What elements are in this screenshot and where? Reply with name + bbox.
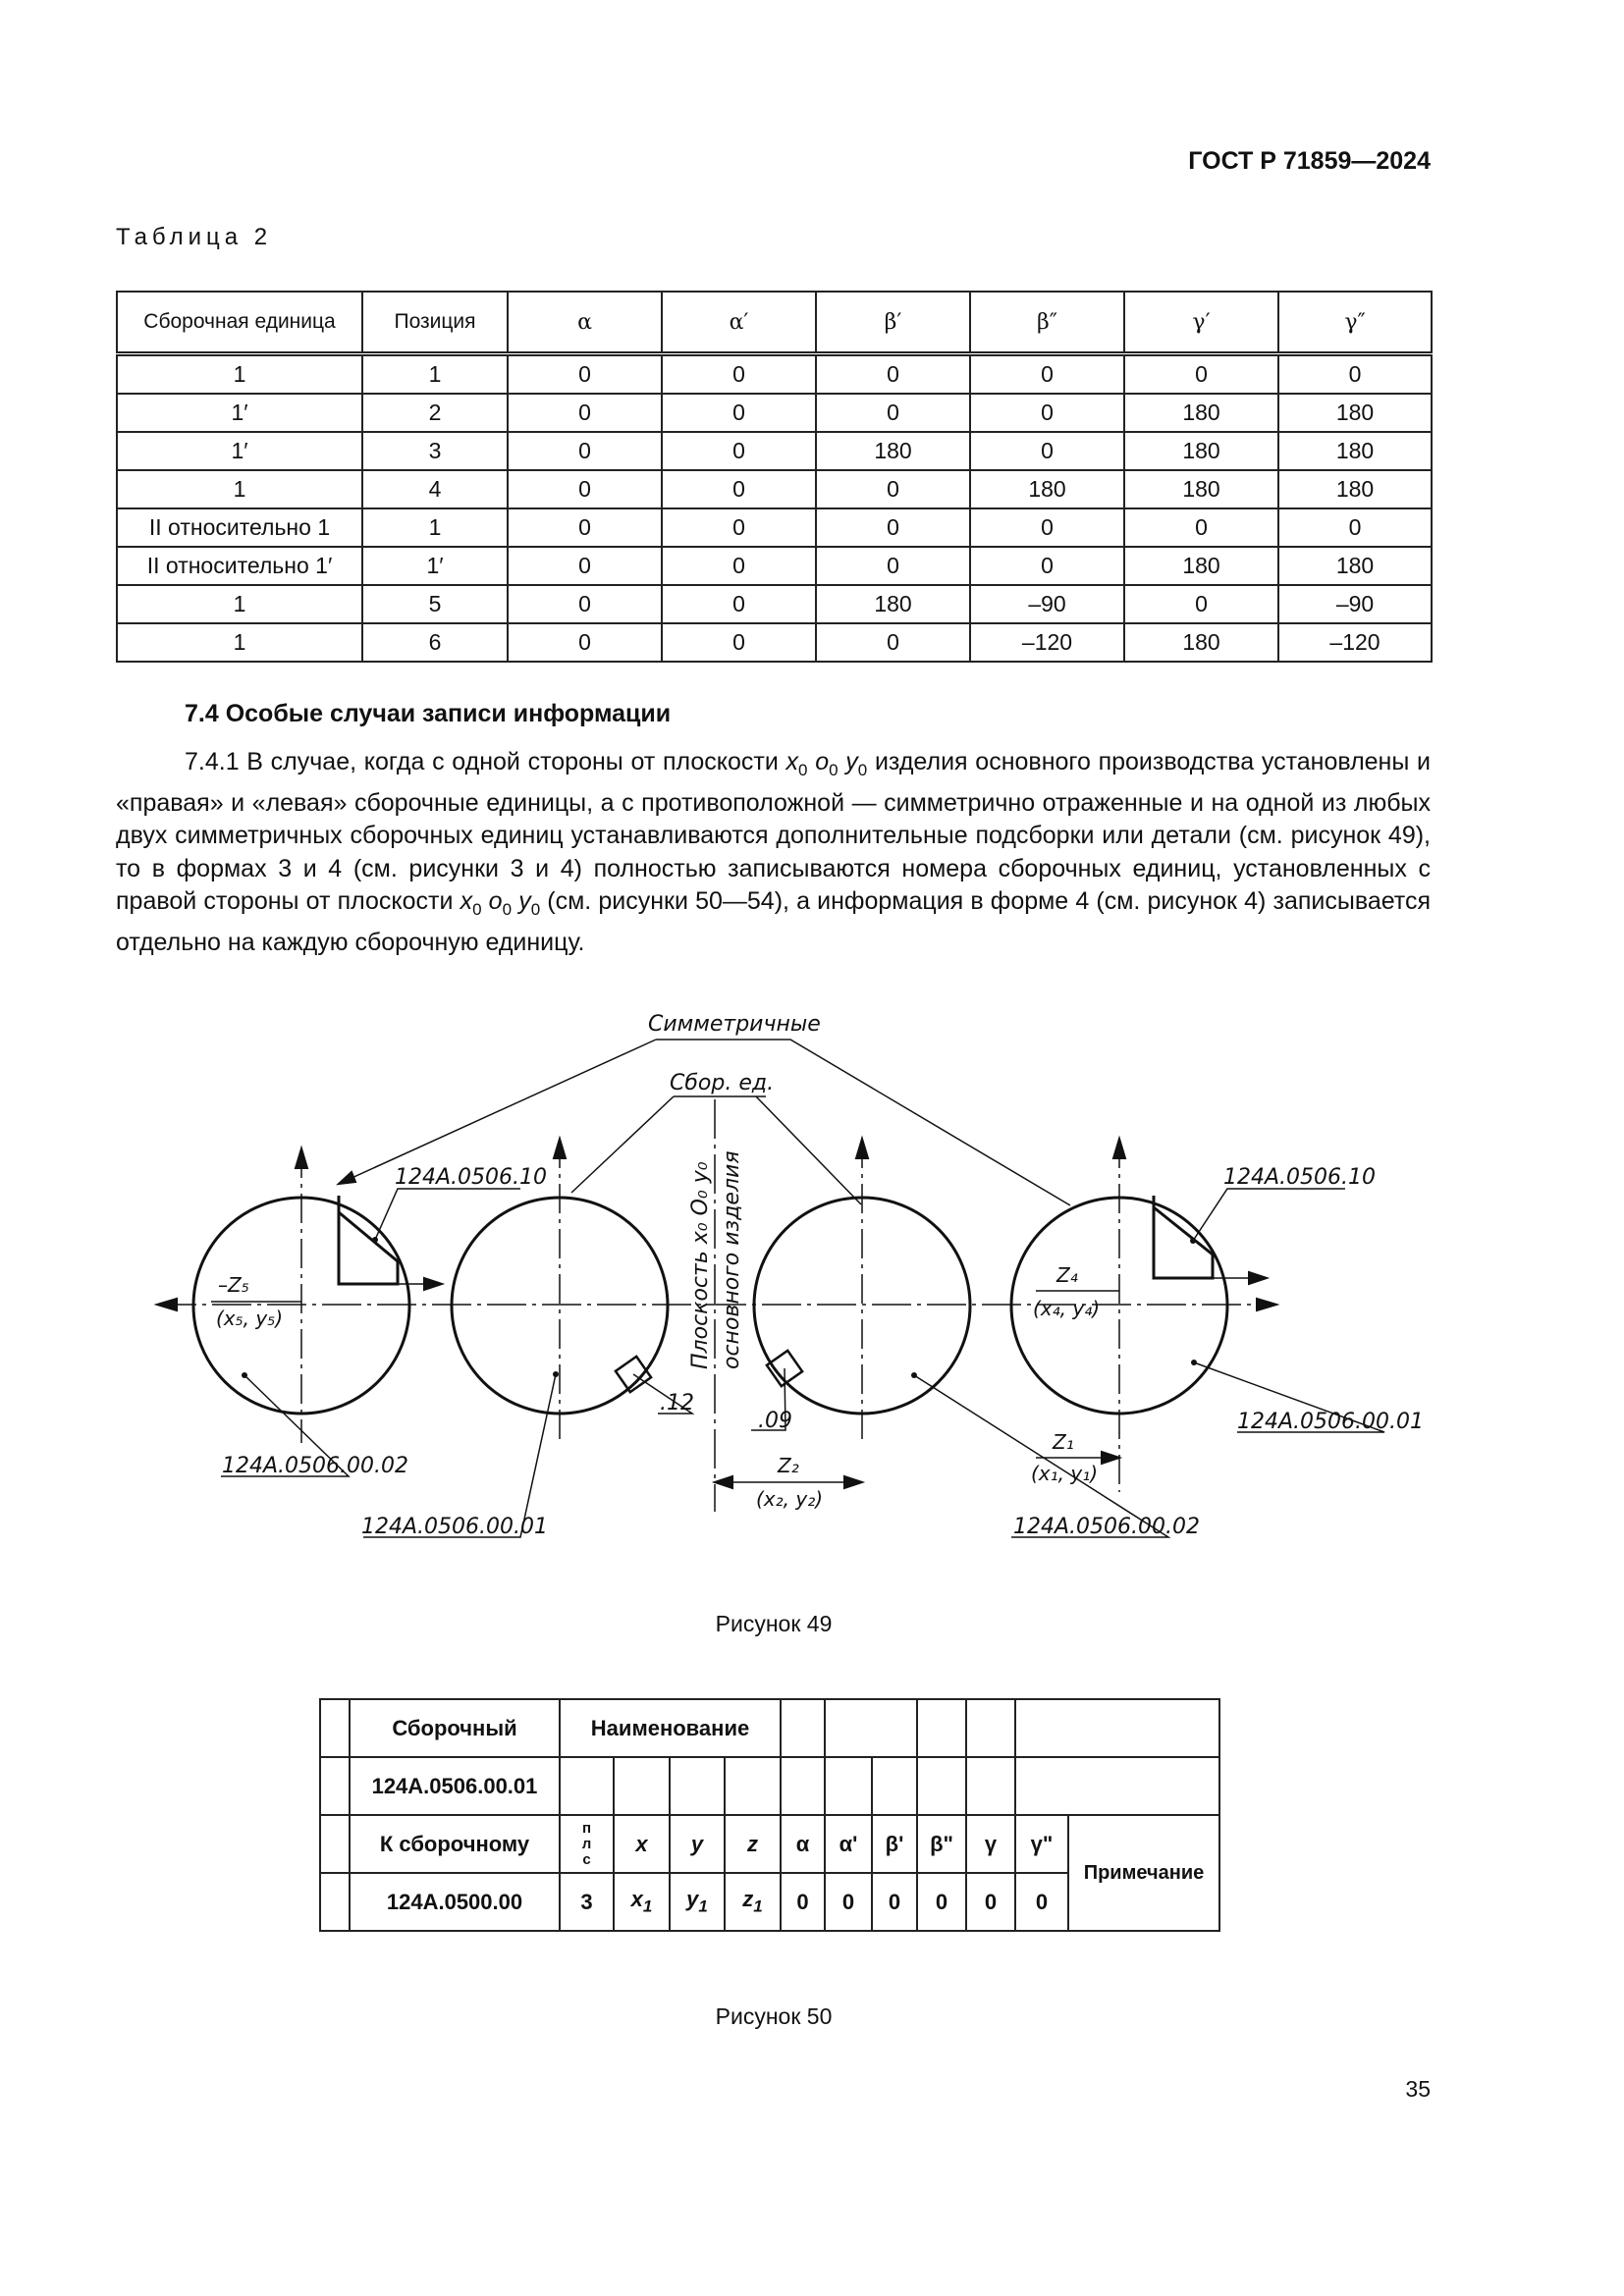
figure-50-form: Сборочный Наименование 124А.0506.00.01 К сборочному п л с x y z α α' β' β" γ γ" Примечание 124А.0500.00 3 $x_1$ $y_1$ $z_1$ 0 0 0 0 0 0 xyxy=(319,1698,1220,1932)
table-header-cell: γ″ xyxy=(1278,292,1432,354)
table-cell: 1 xyxy=(117,470,362,508)
table-cell: 0 xyxy=(662,470,816,508)
table-2 xyxy=(116,291,1433,663)
table-row xyxy=(117,470,1432,508)
table-cell: 180 xyxy=(970,470,1124,508)
table-header-cell: α xyxy=(508,292,662,354)
table-cell: 0 xyxy=(662,394,816,432)
table-cell: 0 xyxy=(1124,508,1278,547)
label-124-10-left: 124А.0506.10 xyxy=(395,1165,548,1190)
label-z4: Z₄ xyxy=(1056,1263,1078,1287)
table-cell: 1 xyxy=(117,585,362,623)
table-cell: 0 xyxy=(816,547,970,585)
table-cell: 0 xyxy=(970,508,1124,547)
table-cell: 180 xyxy=(1278,470,1432,508)
cell-note: Примечание xyxy=(1068,1815,1219,1931)
section-heading: 7.4 Особые случаи записи информации xyxy=(185,700,672,727)
table-cell: 1′ xyxy=(362,547,508,585)
table-caption: Таблица 2 xyxy=(116,224,273,250)
table-cell: 1 xyxy=(117,623,362,662)
figure-50-caption: Рисунок 50 xyxy=(715,2003,833,2029)
label-z2: Z₂ xyxy=(778,1454,799,1477)
table-cell: –120 xyxy=(970,623,1124,662)
table-cell: 180 xyxy=(1278,394,1432,432)
figure-49-drawing xyxy=(137,991,1424,1551)
label-plane-2: основного изделия xyxy=(720,1150,744,1369)
table-cell: 0 xyxy=(662,508,816,547)
table-cell: 0 xyxy=(662,623,816,662)
cell-pls: п л с xyxy=(560,1815,614,1873)
label-0002-left: 124А.0506.00.02 xyxy=(222,1454,408,1478)
label-x5y5: (x₅, y₅) xyxy=(216,1307,284,1330)
label-0001-right: 124А.0506.00.01 xyxy=(1237,1410,1424,1434)
table-cell: 1′ xyxy=(117,432,362,470)
table-cell: 0 xyxy=(816,354,970,395)
arrow-up-icon xyxy=(296,1148,307,1168)
table-header-cell: β′ xyxy=(816,292,970,354)
table-cell: 0 xyxy=(1278,508,1432,547)
table-cell: 180 xyxy=(1124,394,1278,432)
label-z5: –Z₅ xyxy=(218,1273,249,1297)
table-header-cell: Позиция xyxy=(362,292,508,354)
table-cell: 0 xyxy=(1278,354,1432,395)
arrow-up-icon xyxy=(554,1139,566,1158)
table-cell: –90 xyxy=(1278,585,1432,623)
table-cell: 180 xyxy=(1124,432,1278,470)
section-paragraph: 7.4.1 В случае, когда с одной стороны от плоскости $x_0$ $o_0$ $y_0$ изделия основного производства установлены и «правая» и «левая» сборочные единицы, а с противоположной — симметрично отраженные и на одной из любых двух симметричных сборочных единиц устанавливаются дополнительные подсборки или детали (см. рисунок 49), то в формах 3 и 4 (см. рисунки 3 и 4) полностью записываются номера сборочных единиц, установленных с правой стороны от плоскости $x_0$ $o_0$ $y_0$ (см. рисунки 50—54), а информация в форме 4 (см. рисунок 4) записывается отдельно на каждую сборочную единицу. xyxy=(116,748,1432,956)
table-cell: 1 xyxy=(117,354,362,395)
table-cell: II относительно 1′ xyxy=(117,547,362,585)
table-cell: 0 xyxy=(508,547,662,585)
table-cell: 5 xyxy=(362,585,508,623)
table-header-cell: Сборочная единица xyxy=(117,292,362,354)
table-cell: 2 xyxy=(362,394,508,432)
table-header-cell: α′ xyxy=(662,292,816,354)
table-cell: 180 xyxy=(1124,547,1278,585)
table-cell: 3 xyxy=(362,432,508,470)
table-cell: 0 xyxy=(662,432,816,470)
table-cell: 0 xyxy=(816,508,970,547)
table-cell: 0 xyxy=(816,623,970,662)
table-cell: 1′ xyxy=(117,394,362,432)
table-cell: 4 xyxy=(362,470,508,508)
table-header-cell: γ′ xyxy=(1124,292,1278,354)
table-cell: 180 xyxy=(1278,547,1432,585)
table-cell: 0 xyxy=(816,394,970,432)
table-cell: –120 xyxy=(1278,623,1432,662)
table-cell: 0 xyxy=(508,623,662,662)
table-row xyxy=(117,508,1432,547)
table-cell: 0 xyxy=(508,394,662,432)
table-cell: 180 xyxy=(1124,470,1278,508)
table-cell: 0 xyxy=(508,508,662,547)
table-cell: 180 xyxy=(1278,432,1432,470)
label-x2y2: (x₂, y₂) xyxy=(756,1487,824,1511)
table-cell: 0 xyxy=(1124,585,1278,623)
table-cell: 180 xyxy=(1124,623,1278,662)
table-row xyxy=(117,432,1432,470)
table-cell: 0 xyxy=(508,432,662,470)
arrow-up-icon xyxy=(1113,1139,1125,1158)
label-x4y4: (x₄, y₄) xyxy=(1033,1297,1101,1320)
table-cell: 6 xyxy=(362,623,508,662)
table-cell: 0 xyxy=(970,547,1124,585)
label-symmetric: Симметричные xyxy=(648,1012,821,1037)
table-cell: –90 xyxy=(970,585,1124,623)
table-cell: 180 xyxy=(816,432,970,470)
table-cell: 0 xyxy=(508,354,662,395)
table-cell: 0 xyxy=(662,547,816,585)
cell-assembly: Сборочный xyxy=(350,1699,560,1757)
table-cell: 0 xyxy=(816,470,970,508)
table-cell: 0 xyxy=(508,470,662,508)
table-row xyxy=(117,354,1432,395)
table-cell: 0 xyxy=(970,394,1124,432)
table-cell: 0 xyxy=(1124,354,1278,395)
table-row xyxy=(117,394,1432,432)
label-0002-right: 124А.0506.00.02 xyxy=(1013,1515,1200,1539)
label-plane-1: Плоскость x₀ O₀ y₀ xyxy=(688,1161,713,1369)
table-header-cell: β″ xyxy=(970,292,1124,354)
arrow-up-icon xyxy=(856,1139,868,1158)
label-124-10-right: 124А.0506.10 xyxy=(1223,1165,1377,1190)
label-assy: Сбор. ед. xyxy=(670,1071,775,1095)
cell-name: Наименование xyxy=(560,1699,781,1757)
cell-to-assembly-number: 124А.0500.00 xyxy=(350,1873,560,1931)
table-cell: 0 xyxy=(970,354,1124,395)
table-cell: 1 xyxy=(362,354,508,395)
document-id: ГОСТ Р 71859—2024 xyxy=(1188,147,1431,175)
label-x1y1: (x₁, y₁) xyxy=(1031,1462,1099,1485)
label-0001-left: 124А.0506.00.01 xyxy=(361,1515,548,1539)
label-09: .09 xyxy=(758,1409,792,1433)
table-cell: 0 xyxy=(970,432,1124,470)
page-number: 35 xyxy=(1405,2076,1431,2102)
arrow-right-icon xyxy=(1257,1299,1276,1310)
cell-assembly-number: 124А.0506.00.01 xyxy=(350,1757,560,1815)
table-cell: 0 xyxy=(662,585,816,623)
table-cell: 0 xyxy=(508,585,662,623)
table-cell: 180 xyxy=(816,585,970,623)
label-12: .12 xyxy=(660,1391,694,1415)
label-z1: Z₁ xyxy=(1053,1430,1074,1454)
table-cell: 0 xyxy=(662,354,816,395)
cell-to-assembly: К сборочному xyxy=(350,1815,560,1873)
table-cell: 1 xyxy=(362,508,508,547)
table-cell: II относительно 1 xyxy=(117,508,362,547)
table-row xyxy=(117,547,1432,585)
table-row xyxy=(117,585,1432,623)
table-header-row xyxy=(117,292,1432,354)
table-row xyxy=(117,623,1432,662)
figure-49-caption: Рисунок 49 xyxy=(715,1611,833,1636)
arrow-left-icon xyxy=(157,1299,177,1310)
